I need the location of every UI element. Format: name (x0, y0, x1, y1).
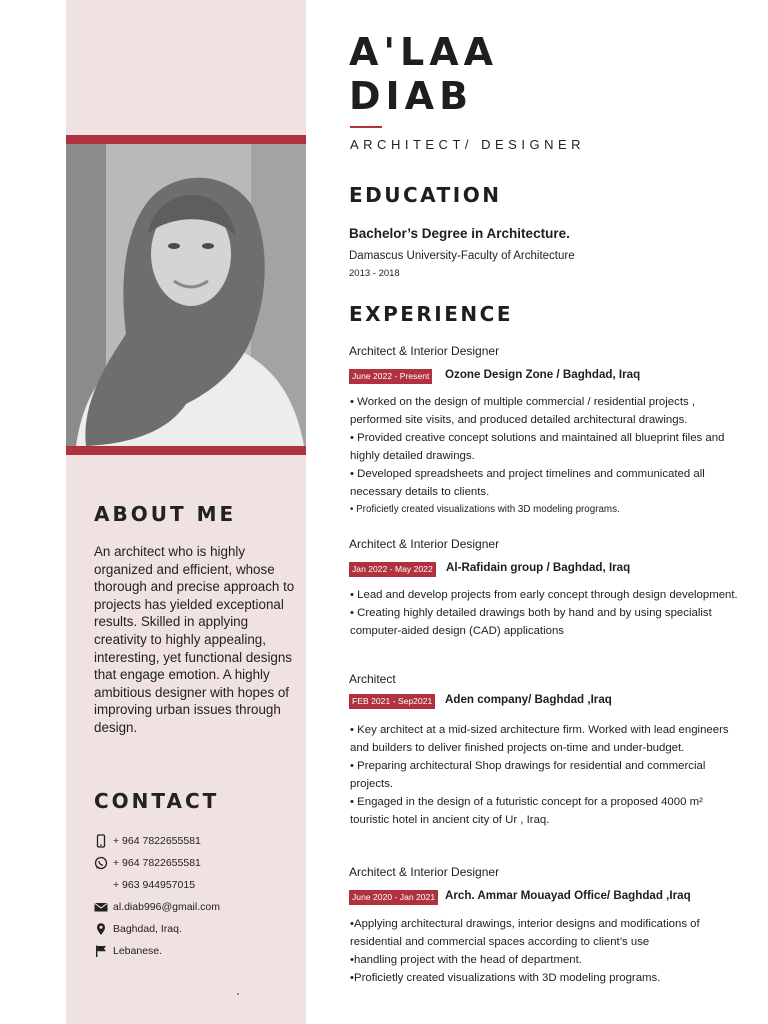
job-3-bullet-3: • Engaged in the design of a futuristic concept for a proposed 4000 m² touristic hotel in ancient city of Ur , Iraq. (350, 796, 703, 826)
whatsapp-icon (94, 856, 108, 870)
about-heading: ABOUT ME (94, 502, 237, 526)
job-1-dates-badge: June 2022 - Present (349, 369, 432, 384)
contact-phone-1-text: + 964 7822655581 (113, 835, 201, 847)
job-2-role: Architect & Interior Designer (349, 537, 500, 551)
profile-photo (66, 144, 306, 446)
education-heading: EDUCATION (349, 183, 502, 207)
job-2-company: Al-Rafidain group / Baghdad, Iraq (446, 561, 631, 574)
job-1-company: Ozone Design Zone / Baghdad, Iraq (445, 368, 641, 381)
job-2-bullet-2: • Creating highly detailed drawings both by hand and by using specialist computer-aided design (CAD) applications (350, 607, 712, 637)
job-4-bullets (350, 915, 742, 987)
job-1-bullet-2: • Provided creative concept solutions and maintained all blueprint files and highly detailed drawings. (350, 432, 725, 462)
job-1-bullet-1: • Worked on the design of multiple commercial / residential projects , performed site visits, and produced detailed architectural drawings. (350, 396, 696, 426)
job-4-dates-badge: June 2020 - Jan 2021 (349, 890, 438, 905)
location-pin-icon (94, 922, 108, 936)
contact-heading: CONTACT (94, 789, 220, 813)
job-3-bullets (350, 721, 742, 829)
job-1-role: Architect & Interior Designer (349, 344, 500, 358)
contact-nationality-text: Lebanese. (113, 945, 163, 957)
contact-location-text: Baghdad, Iraq. (113, 923, 182, 935)
job-3-role: Architect (349, 672, 396, 686)
contact-email-text: al.diab996@gmail.com (113, 901, 220, 913)
mobile-phone-icon (94, 834, 108, 848)
job-3-dates-badge: FEB 2021 - Sep2021 (349, 694, 435, 709)
job-4-role: Architect & Interior Designer (349, 865, 500, 879)
contact-phone-2-text: + 963 944957015 (113, 879, 196, 891)
job-2-bullet-1: • Lead and develop projects from early concept through design development. (350, 589, 738, 601)
job-4-bullet-3: •Proficietly created visualizations with 3D modeling programs. (350, 972, 661, 984)
job-4-bullet-1: •Applying architectural drawings, interior designs and modifications of residential and commercial spaces according to client’s use (350, 918, 700, 948)
job-4-company: Arch. Ammar Mouayad Office/ Baghdad ,Iraq (445, 889, 691, 902)
name-last: DIAB (349, 74, 474, 118)
name-first: A'LAA (349, 30, 499, 74)
job-3-bullet-2: • Preparing architectural Shop drawings for residential and commercial projects. (350, 760, 706, 790)
name-accent-rule (350, 126, 382, 128)
education-years: 2013 - 2018 (349, 268, 400, 279)
education-school: Damascus University-Faculty of Architecture (349, 250, 575, 262)
envelope-icon (94, 900, 108, 914)
job-title: ARCHITECT/ DESIGNER (350, 137, 586, 152)
flag-icon (94, 944, 108, 958)
experience-heading: EXPERIENCE (349, 302, 513, 326)
job-1-bullets (350, 393, 742, 519)
photo-bottom-accent-bar (66, 446, 306, 455)
education-degree: Bachelor’s Degree in Architecture. (349, 226, 570, 241)
job-1-bullet-3: • Developed spreadsheets and project timelines and communicated all necessary details to clients. (350, 468, 705, 498)
job-2-dates-badge: Jan 2022 - May 2022 (349, 562, 436, 577)
job-1-bullet-4: • Proficietly created visualizations with 3D modeling programs. (350, 504, 620, 515)
job-3-bullet-1: • Key architect at a mid-sized architecture firm. Worked with lead engineers and builders to deliver finished projects on-time and under-budget. (350, 724, 729, 754)
decorative-dot (237, 993, 239, 995)
name-heading (349, 30, 498, 118)
photo-top-accent-bar (66, 135, 306, 144)
job-2-bullets (350, 586, 742, 640)
contact-whatsapp-text: + 964 7822655581 (113, 857, 201, 869)
about-text: An architect who is highly organized and efficient, whose thorough and precise approach to projects has yielded exceptional results. Skilled in applying creativity to highly appealing, interesting, yet functional designs that engage emotion. A highly ambitious designer with hopes of improving urban issues through design. (94, 544, 295, 735)
job-3-company: Aden company/ Baghdad ,Iraq (445, 693, 612, 706)
job-4-bullet-2: •handling project with the head of department. (350, 954, 582, 966)
